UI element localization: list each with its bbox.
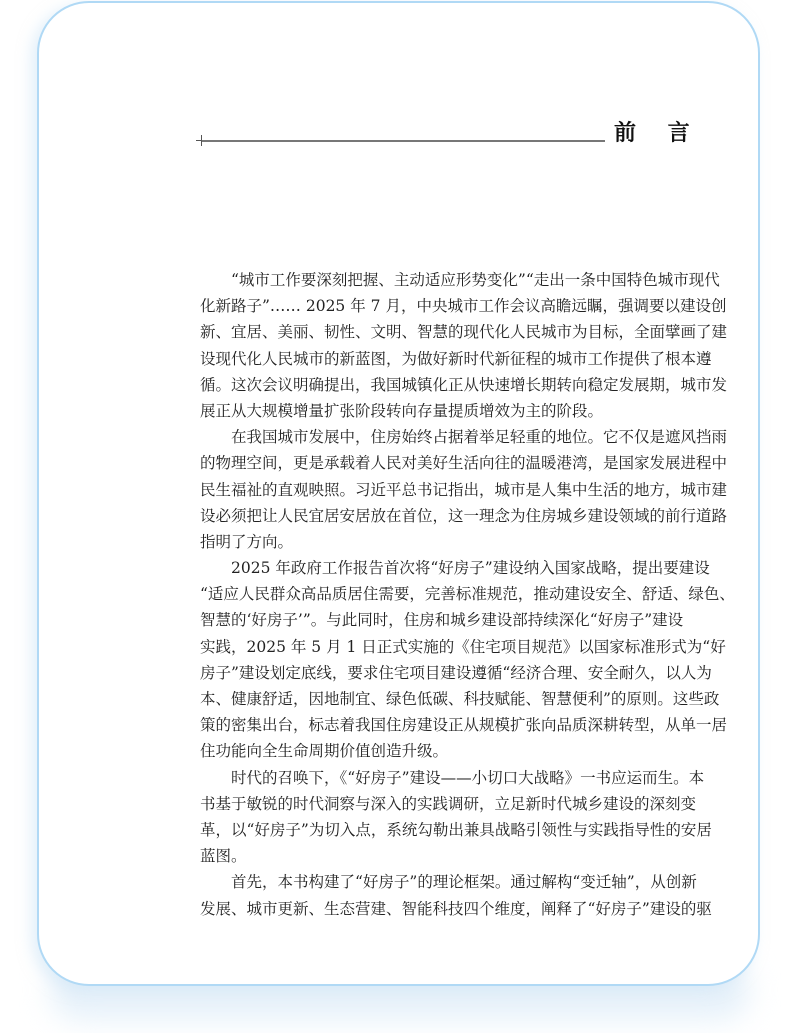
paragraph-line: “城市工作要深刻把握、主动适应形势变化”“走出一条中国特色城市现代 (231, 271, 720, 289)
paragraph-line: 革，以“好房子”为切入点，系统勾勒出兼具战略引领性与实践指导性的安居 (200, 820, 712, 839)
header-rule (202, 140, 605, 142)
paragraph-line: 策的密集出台，标志着我国住房建设正从规模扩张向品质深耕转型，从单一居 (200, 716, 728, 735)
paragraph-line: 本、健康舒适，因地制宜、绿色低碳、科技赋能、智慧便利”的原则。这些政 (200, 690, 720, 708)
paragraph-line: 的物理空间，更是承载着人民对美好生活向往的温暖港湾，是国家发展进程中 (200, 454, 728, 473)
paragraph-line: 设必须把让人民宜居安居放在首位，这一理念为住房城乡建设领域的前行道路 (200, 506, 728, 525)
paragraph-line: 发展、城市更新、生态营建、智能科技四个维度，阐释了“好房子”建设的驱 (200, 899, 712, 918)
paragraph-line: 时代的召唤下，《“好房子”建设——小切口大战略》一书应运而生。本 (231, 768, 705, 787)
paragraph-line: 新、宜居、美丽、韧性、文明、智慧的现代化人民城市为目标，全面擘画了建 (200, 323, 728, 342)
paragraph-line: 书基于敏锐的时代洞察与深入的实践调研，立足新时代城乡建设的深刻变 (200, 794, 697, 813)
paragraph-line: 首先，本书构建了“好房子”的理论框架。通过解构“变迁轴”，从创新 (231, 873, 697, 892)
paragraph-line: “适应人民群众高品质居住需要，完善标准规范，推动建设安全、舒适、绿色、 (200, 585, 735, 604)
paragraph-line: 2025 年政府工作报告首次将“好房子”建设纳入国家战略，提出要建设 (231, 559, 710, 578)
paragraph-line: 设现代化人民城市的新蓝图，为做好新时代新征程的城市工作提供了根本遵 (200, 349, 712, 368)
paragraph-line: 住功能向全生命周期价值创造升级。 (200, 742, 449, 761)
paragraph-line: 化新路子”…… 2025 年 7 月，中央城市工作会议高瞻远瞩，强调要以建设创 (200, 297, 727, 316)
paragraph-line: 循。这次会议明确提出，我国城镇化正从快速增长期转向稳定发展期，城市发 (200, 375, 728, 394)
preface-body (200, 267, 735, 922)
paragraph-line: 指明了方向。 (200, 532, 294, 551)
paragraph-line: 实践，2025 年 5 月 1 日正式实施的《住宅项目规范》以国家标准形式为“好 (200, 637, 726, 656)
paragraph-line: 在我国城市发展中，住房始终占据着举足轻重的地位。它不仅是遮风挡雨 (231, 428, 728, 447)
paragraph-line: 蓝图。 (200, 847, 247, 866)
paragraph-line: 民生福祉的直观映照。习近平总书记指出，城市是人集中生活的地方，城市建 (200, 480, 728, 499)
paragraph-line: 房子”建设划定底线，要求住宅项目建设遵循“经济合理、安全耐久，以人为 (200, 663, 712, 682)
paragraph-line: 展正从大规模增量扩张阶段转向存量提质增效为主的阶段。 (200, 401, 604, 420)
paragraph-line: 智慧的‘好房子’”。与此同时，住房和城乡建设部持续深化“好房子”建设 (200, 611, 684, 630)
chapter-title: 前 言 (614, 121, 702, 146)
